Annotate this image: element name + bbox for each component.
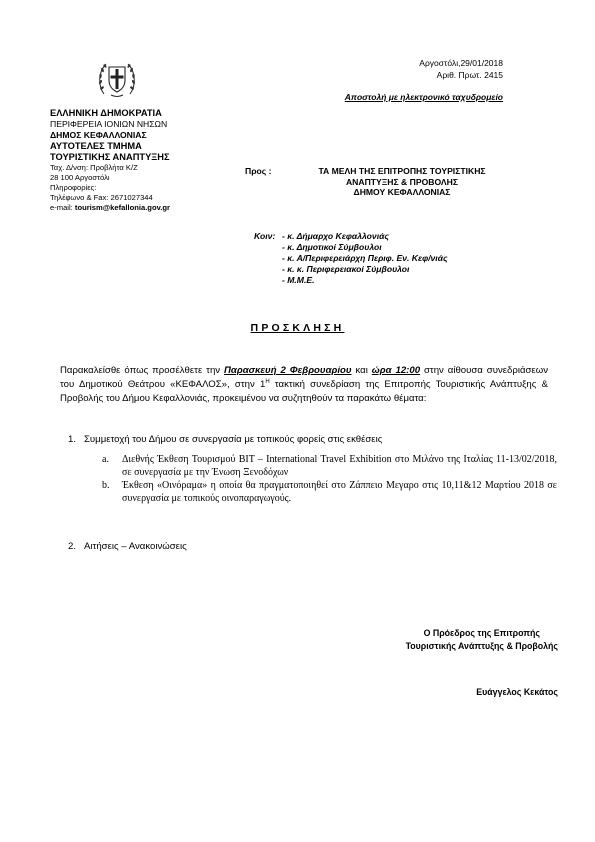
- sender-line-department-2: ΤΟΥΡΙΣΤΙΚΗΣ ΑΝΑΠΤΥΞΗΣ: [50, 152, 170, 162]
- sender-block: [50, 108, 170, 213]
- cc-item: - Μ.Μ.Ε.: [282, 275, 315, 285]
- sender-line-municipality: ΔΗΜΟΣ ΚΕΦΑΛΛΟΝΙΑΣ: [50, 130, 147, 140]
- signatory-name: Ευάγγελος Κεκάτος: [476, 687, 558, 697]
- agenda-item-text: Συμμετοχή του Δήμου σε συνεργασία με τοπικούς φορείς στις εκθέσεις: [84, 434, 383, 445]
- cc-label: Κοιν:: [254, 231, 276, 241]
- subitem-text: Έκθεση «Οινόραμα» η οποία θα πραγματοποιηθεί στο Ζάππειο Μεγαρο στις 10,11&12 Μαρτίου 2018 σε συνεργασία με τοπικούς οινοπαραγωγούς.: [122, 480, 557, 504]
- agenda-item-text: Αιτήσεις – Ανακοινώσεις: [84, 541, 187, 552]
- subitem-letter: b.: [102, 480, 110, 491]
- to-line-3: ΔΗΜΟΥ ΚΕΦΑΛΛΟΝΙΑΣ: [353, 187, 451, 197]
- meeting-time: ώρα 12:00: [371, 365, 421, 376]
- body-text-4: τακτική συνεδρίαση της Επιτροπής Τουριστικής Ανάπτυξης & Προβολής του Δήμου Κεφαλλονιάς, προκειμένου να συζητηθούν τα παρακάτω θέματα:: [60, 378, 548, 404]
- signature-title-line-1: Ο Πρόεδρος της Επιτροπής: [423, 628, 540, 638]
- sender-email-label: e-mail:: [50, 203, 73, 212]
- sender-postcode: 28 100 Αργοστόλι: [50, 173, 110, 182]
- greek-emblem-icon: [94, 56, 140, 102]
- subitem-text: Διεθνής Έκθεση Τουρισμού BIT – International Travel Exhibition στο Μιλάνο της Ιταλίας 11-13/02/2018, σε συνεργασία με την Ένωση Ξενοδόχων: [122, 454, 557, 478]
- to-line-1: ΤΑ ΜΕΛΗ ΤΗΣ ΕΠΙΤΡΟΠΗΣ ΤΟΥΡΙΣΤΙΚΗΣ: [318, 166, 486, 176]
- sender-email-link[interactable]: tourism@kefallonia.gov.gr: [74, 203, 170, 212]
- sender-line-region: ΠΕΡΙΦΕΡΕΙΑ ΙΟΝΙΩΝ ΝΗΣΩΝ: [50, 119, 168, 129]
- agenda-subitem-a: [102, 453, 557, 479]
- subitem-letter: a.: [102, 454, 109, 465]
- cc-item: - κ. Δημοτικοί Σύμβουλοι: [282, 242, 382, 252]
- agenda-item-2: [68, 541, 187, 552]
- body-text-1: Παρακαλείσθε όπως προσέλθετε την: [60, 365, 225, 376]
- body-text-3: στην αίθουσα συνεδριάσεων του Δημοτικού Θεάτρου «ΚΕΦΑΛΟΣ», στην 1: [60, 365, 548, 390]
- to-recipients: [292, 166, 512, 198]
- agenda-item-number: 1.: [68, 434, 77, 445]
- cc-list: [282, 231, 448, 286]
- delivery-note: Αποστολή με ηλεκτρονικό ταχυδρομείο: [344, 92, 503, 102]
- sender-email-row: [50, 203, 170, 213]
- invitation-paragraph: [60, 364, 548, 405]
- signature-title-line-2: Τουριστικής Ανάπτυξης & Προβολής: [405, 641, 558, 651]
- sender-phone: Τηλέφωνο & Fax: 2671027344: [50, 193, 153, 202]
- ordinal-superscript: Η: [265, 378, 270, 385]
- protocol-number: Αριθ. Πρωτ. 2415: [436, 70, 503, 80]
- body-text-2: και: [351, 365, 372, 376]
- document-title: ΠΡΟΣΚΛΗΣΗ: [250, 322, 345, 334]
- cc-item: - κ. Α/Περιφερειάρχη Περιφ. Εν. Κεφ/νιάς: [282, 253, 448, 263]
- agenda-item-1: [68, 434, 382, 445]
- sender-info: Πληροφορίες:: [50, 183, 97, 192]
- sender-line-state: ΕΛΛΗΝΙΚΗ ΔΗΜΟΚΡΑΤΙΑ: [50, 108, 162, 118]
- agenda-subitem-b: [102, 479, 557, 505]
- cc-item: - κ. κ. Περιφερειακοί Σύμβουλοι: [282, 264, 410, 274]
- signature-title: [406, 627, 558, 653]
- agenda-sublist: [102, 453, 557, 505]
- sender-address: Ταχ. Δ/νση: Προβλήτα Κ/Ζ: [50, 163, 138, 172]
- agenda-item-number: 2.: [68, 541, 77, 552]
- meeting-day: Παρασκευή 2 Φεβρουαρίου: [224, 365, 352, 376]
- sender-line-department: ΑΥΤΟΤΕΛΕΣ ΤΜΗΜΑ: [50, 141, 142, 151]
- to-line-2: ΑΝΑΠΤΥΞΗΣ & ΠΡΟΒΟΛΗΣ: [345, 176, 459, 187]
- to-label: Προς :: [245, 166, 272, 176]
- cc-item: - κ. Δήμαρχο Κεφαλλονιάς: [282, 231, 389, 241]
- document-date: Αργοστόλι,29/01/2018: [419, 58, 503, 68]
